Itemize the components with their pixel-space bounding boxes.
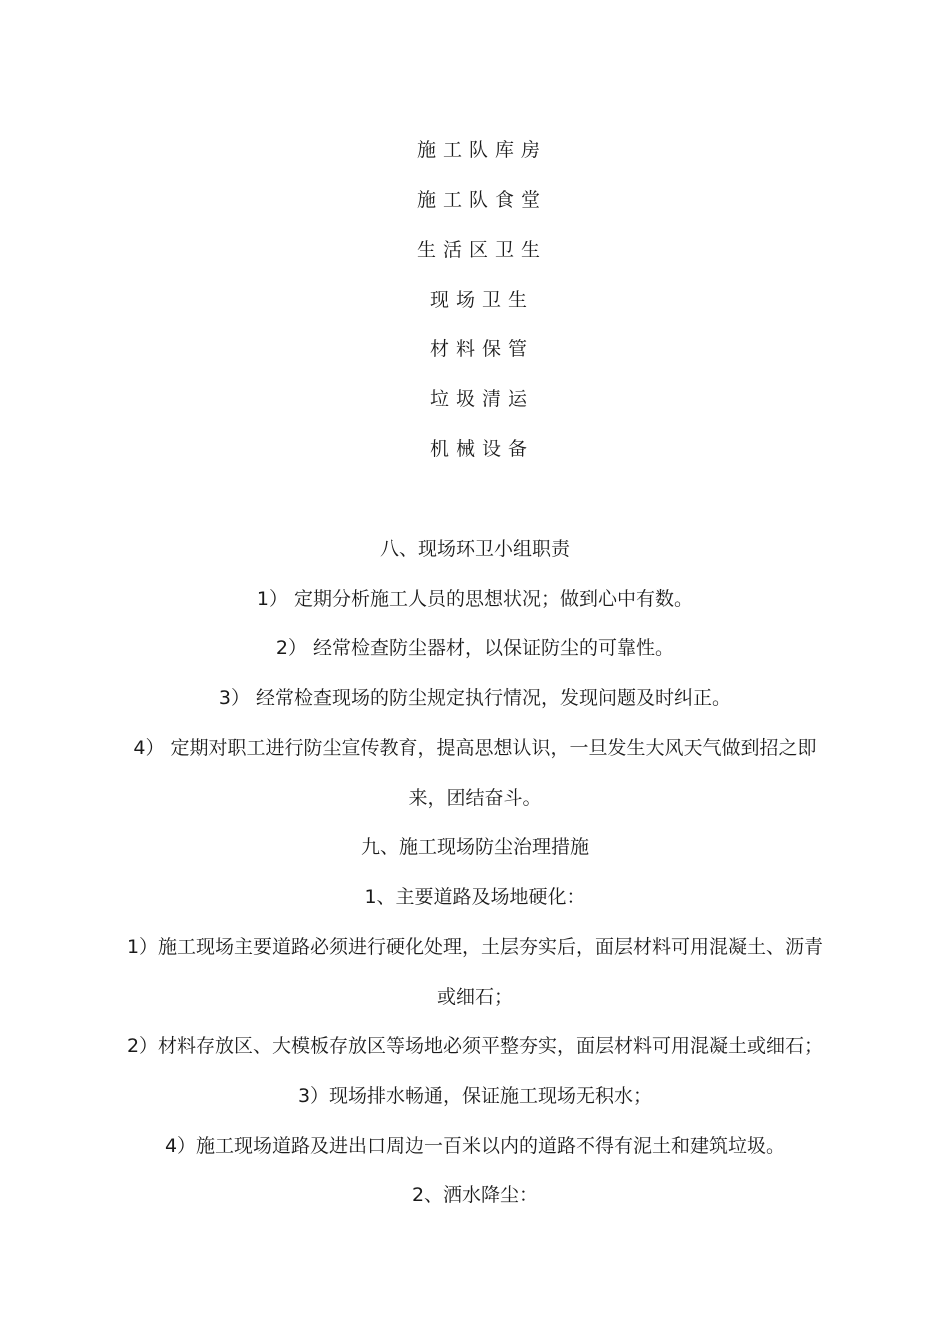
list-item: 4） 定期对职工进行防尘宣传教育，提高思想认识，一旦发生大风天气做到招之即 (133, 737, 817, 759)
section-8-heading: 八、现场环卫小组职责 (379, 538, 570, 560)
list-item: 2） 经常检查防尘器材，以保证防尘的可靠性。 (275, 637, 675, 659)
table-item: 施工队食堂 (416, 189, 547, 211)
list-item: 3）现场排水畅通，保证施工现场无积水； (297, 1085, 653, 1107)
list-item-continuation: 或细石； (436, 986, 513, 1008)
section-9-heading: 九、施工现场防尘治理措施 (360, 836, 589, 858)
table-item: 生活区卫生 (416, 239, 547, 261)
list-item: 4）施工现场道路及进出口周边一百米以内的道路不得有泥土和建筑垃圾。 (164, 1135, 786, 1157)
table-item: 现场卫生 (429, 289, 534, 311)
list-item: 2）材料存放区、大模板存放区等场地必须平整夯实，面层材料可用混凝土或细石； (126, 1035, 824, 1057)
table-item: 材料保管 (429, 338, 534, 360)
subsection-2-heading: 2、洒水降尘： (411, 1184, 539, 1206)
list-item-continuation: 来，团结奋斗。 (408, 787, 542, 809)
table-item: 机械设备 (429, 438, 534, 460)
list-item: 1）施工现场主要道路必须进行硬化处理，土层夯实后，面层材料可用混凝土、沥青 (126, 936, 824, 958)
table-item: 施工队库房 (416, 139, 547, 161)
list-item: 1） 定期分析施工人员的思想状况；做到心中有数。 (256, 588, 694, 610)
subsection-1-heading: 1、主要道路及场地硬化： (364, 886, 586, 908)
table-item: 垃圾清运 (429, 388, 534, 410)
list-item: 3） 经常检查现场的防尘规定执行情况，发现问题及时纠正。 (218, 687, 732, 709)
